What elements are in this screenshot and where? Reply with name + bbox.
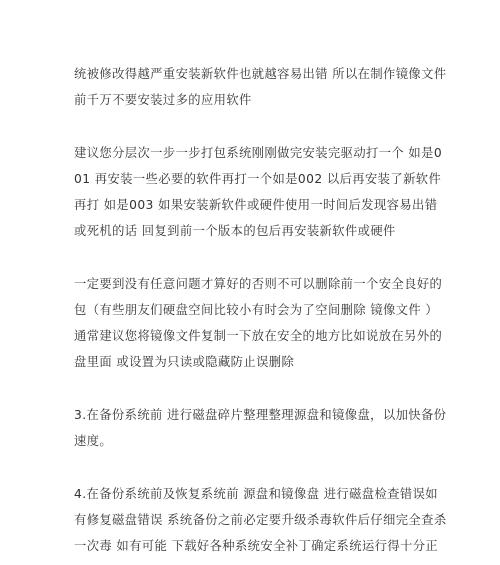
paragraph-2 <box>74 140 443 244</box>
paragraph-5 <box>74 481 447 559</box>
text-line: 有修复磁盘错误 系统备份之前必定要升级杀毒软件后仔细完全查杀 <box>74 513 447 527</box>
text-line: 速度。 <box>74 434 113 448</box>
text-line: 3.在备份系统前 进行磁盘碎片整理整理源盘和镜像盘，以加快备份 <box>74 408 447 422</box>
text-line: 01 再安装一些必要的软件再打一个如是002 以后再安装了新软件 <box>74 172 442 186</box>
text-line: 统被修改得越严重安装新软件也就越容易出错 所以在制作镜像文件 <box>74 67 447 81</box>
text-line: 或死机的话 回复到前一个版本的包后再安装新软件或硬件 <box>74 224 396 238</box>
text-line: 建议您分层次一步一步打包系统刚刚做完安装完驱动打一个 如是0 <box>74 146 443 160</box>
text-line: 包（有些朋友们硬盘空间比较小有时会为了空间删除 镜像文件 ） <box>74 303 439 317</box>
text-line: 通常建议您将镜像文件复制一下放在安全的地方比如说放在另外的 <box>74 329 443 343</box>
text-line: 一次毒 如有可能 下载好各种系统安全补丁确定系统运行得十分正 <box>74 539 439 553</box>
text-line: 4.在备份系统前及恢复系统前 源盘和镜像盘 进行磁盘检查错误如 <box>74 487 438 501</box>
paragraph-1 <box>74 61 447 113</box>
paragraph-4 <box>74 402 447 454</box>
text-line: 盘里面 或设置为只读或隐藏防止误删除 <box>74 355 295 369</box>
text-line: 再打 如是003 如果安装新软件或硬件使用一时间后发现容易出错 <box>74 198 438 212</box>
paragraph-3 <box>74 271 443 375</box>
text-line: 前千万不要安装过多的应用软件 <box>74 93 252 107</box>
text-line: 一定要到没有任意问题才算好的否则不可以删除前一个安全良好的 <box>74 277 443 291</box>
